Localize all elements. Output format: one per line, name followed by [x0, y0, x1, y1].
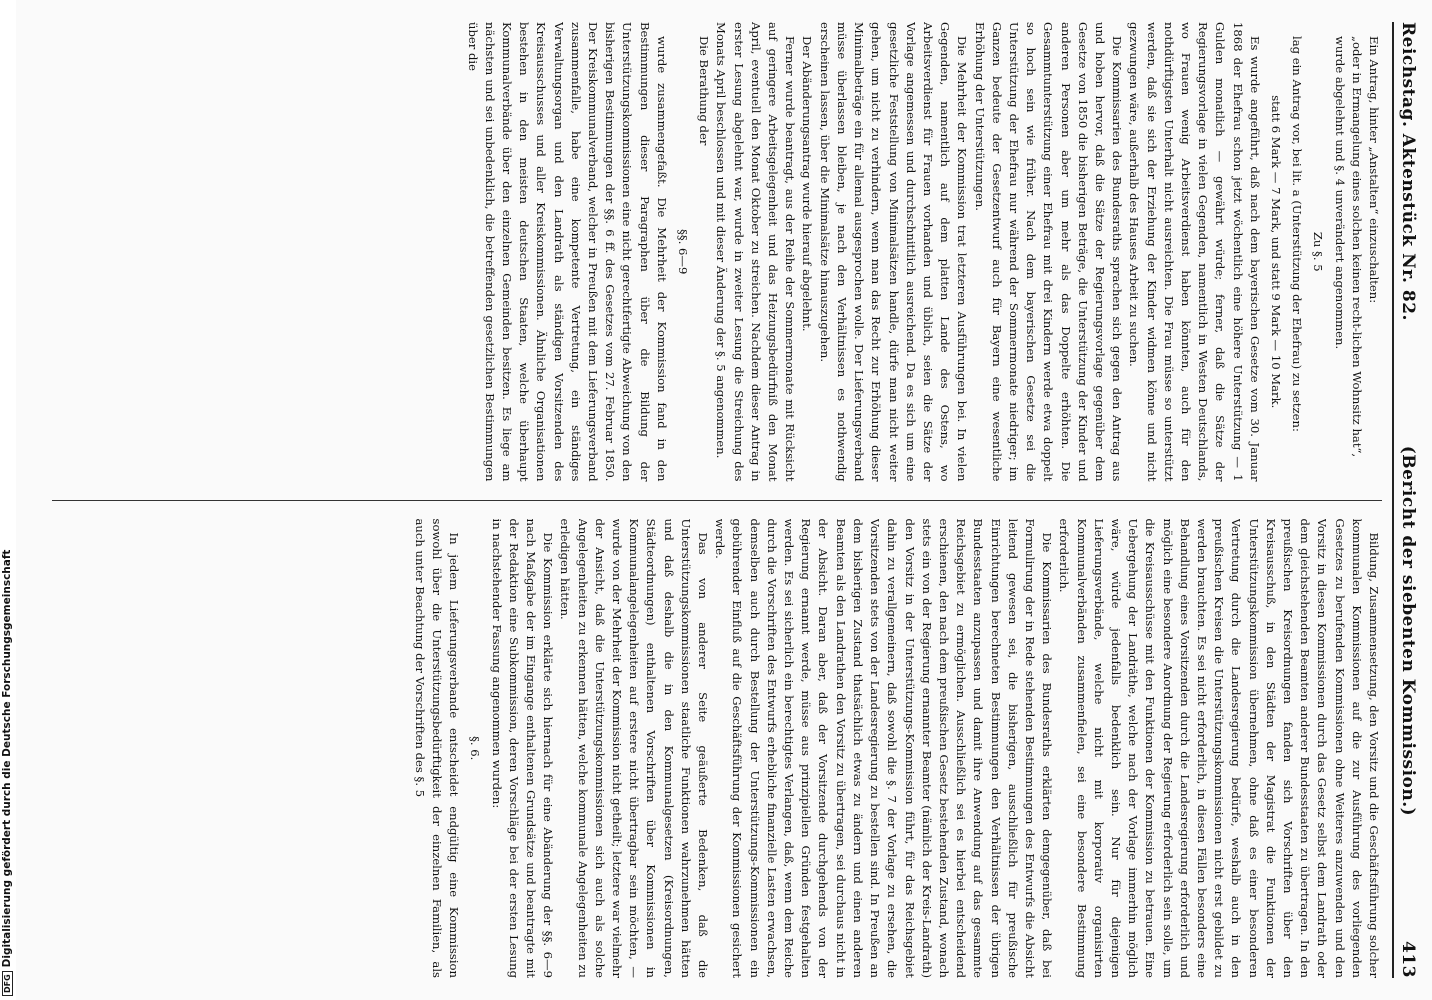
paragraph: wurde abgelehnt und §. 4 unverändert angenommen. — [1332, 36, 1347, 350]
paragraph: Ein Antrag, hinter „Anstalten“ einzuschalten: — [1367, 36, 1381, 304]
paragraph: Ferner wurde beantragt, aus der Reihe der Sommermonate mit Rücksicht auf geringere Arbeitsgelegenheit und das Heizungsbedürfniß den Monat April, eventuell den Monat Oktober zu streichen. Nachdem dieser Antrag in erster Lesung abgelehnt war, wurde in zweiter Lesung die Streichung des Monats April beschlossen und mit dieser Änderung der §. 5 angenommen. — [714, 22, 798, 482]
paragraph-centered: statt 6 Mark — 7 Mark, und statt 9 Mark — 10 Mark. — [1268, 95, 1283, 409]
paragraph: wurde zusammengefaßt. Die Mehrheit der Kommission fand in den Bestimmungen dieser Paragraphen über die Bildung der Unterstützungskommissionen eine nicht gerechtfertigte Abweichung von den bisherigen Bestimmungen der §§. 6 ff. des Gesetzes vom 27. Februar 1850. Der Kreiskommunalverband, welcher in Preußen mit dem Lieferungsverband zusammenfalle, habe eine kompetente Vertretung, ein ständiges Verwaltungsorgan und den Landrath als ständigen Vorsitzenden des Kreisausschusses und aller Kreiskommissionen. Ähnliche Organisationen bestehen in den meisten deutschen Staaten, welche überhaupt Kommunalverbände über den einzelnen Gemeinden besitzen. Es liege am nächsten und sei unbedenklich, die betreffenden gesetzlichen Bestimmungen über die — [465, 22, 669, 482]
section-heading: §. 6. — [468, 736, 483, 761]
column-divider — [52, 500, 1382, 501]
paragraph: Die Berathung der — [697, 36, 712, 146]
paragraph: „oder in Ermangelung eines solchen keinen recht-lichen Wohnsitz hat“, — [1349, 36, 1364, 458]
header-left: Reichstag. Aktenstück Nr. 82. — [1398, 22, 1418, 321]
paragraph: Die Kommission erklärte sich hiernach für eine Abänderung der §§. 6—9 nach Maßgabe der im Eingange enthaltenen Grundsätze und beantragte mit der Redaktion eine Subkommission, deren Vorschläge bei der ersten Lesung in nachstehender Fassung angenommen wurden: — [489, 518, 556, 978]
paragraph: Die Mehrheit der Kommission trat letzteren Ausführungen bei. In vielen Gegenden, namentlich auf dem platten Lande des Ostens, wo Arbeitsverdienst für Frauen vorhanden und üblich, seien die Sätze der Vorlage angemessen und durchschnittlich ausreichend. Da es sich um eine gesetzliche Feststellung von Minimalsätzen handle, dürfe man nicht weiter gehen, um nicht zu verhindern, wenn man das Recht zur Erhöhung dieser Minimalbeträge ein für allemal ausgesprochen wolle. Der Lieferungsverband müsse überlassen bleiben, je nach den Verhältnissen es nothwendig erscheinen lassen, über die Minimalsätze hinauszugehen. — [817, 22, 970, 482]
paragraph: Bildung, Zusammensetzung, den Vorsitz und die Geschäftsführung solcher kommunalen Kommissionen auf die zur Ausführung des vorliegenden Gesetzes zu berufenden Kommissionen ohne Weiteres anzuwenden und den Vorsitz in diesen Kommissionen durch das Gesetz selbst dem Landrath oder dem gleichstehenden Beamten anderer Bundesstaaten zu übertragen. In den preußischen Kreisordnungen fanden sich Vorschriften über den Kreisausschuß, in den Städten der Magistrat die Funktionen der Unterstützungskommission übernehmen, ohne daß es einer besonderen Vertretung durch die Landesregierung bedürfe, weshalb auch in den preußischen Kreisen die Unterstützungskommissionen nicht erst gebildet zu werden brauchten. Es sei nicht erforderlich, in diesen Fällen besonders eine Behandlung eines Vorsitzenden durch die Landesregierung erforderlich und möglich eine besondere Anordnung der Regierung erforderlich sein solle, um die Kreisausschüsse mit den Funktionen der Kommission zu betrauen. Eine Uebergehung der Landräthe, welche nach der Vorlage immerhin möglich wäre, würde jedenfalls bedenklich sein. Nur für diejenigen Lieferungsverbände, welche nicht mit korporativ organisirten Kommunalverbänden zusammenfielen, sei eine besondere Bestimmung erforderlich. — [1057, 518, 1381, 978]
paragraph: Das von anderer Seite geäußerte Bedenken, daß die Unterstützungskommissionen staatliche Funktionen wahrzunehmen hätten und daß deshalb die in den Kommunalgesetzen (Kreisordnungen, Städteordnungen) enthaltenen Vorschriften über Kommissionen in Kommunalangelegenheiten auf erstere nicht übertragbar sein möchten, — wurde von der Mehrheit der Kommission nicht getheilt; letztere war vielmehr der Ansicht, daß die Unterstützungskommissionen sich auch als solche Angelegenheiten zu erkennen hätten, welche kommunale Angelegenheiten zu erledigen hätten. — [558, 518, 711, 978]
paragraph: Es wurde angeführt, daß nach dem bayerischen Gesetze vom 30. Januar 1868 der Ehefrau schon jetzt wöchentlich eine höhere Unterstützung — 1 Gulden monatlich — gewährt würde; ferner, daß die Sätze der Regierungsvorlage in vielen Gegenden, namentlich in Westen Deutschlands, wo Frauen wenig Arbeitsverdienst haben könnten, auch für den nothdürftigsten Unterhalt nicht ausreichten. Die Frau müsse so unterstützt werden, daß sie sich der Erziehung der Kinder widmen könne und nicht gezwungen wäre, außerhalb des Hauses Arbeit zu suchen. — [1127, 22, 1262, 482]
rotated-page — [16, 0, 1432, 1000]
funding-strip — [0, 0, 16, 1000]
page-number: 413 — [1398, 941, 1418, 978]
header-middle: (Bericht der siebenten Kommission.) — [1398, 445, 1418, 817]
paragraph: In jedem Lieferungsverbande entscheidet endgültig eine Kommission sowohl über die Unterstützungsbedürftigkeit der einzelnen Familien, als auch unter Beachtung der Vorschriften des §. 5 — [412, 518, 462, 978]
funding-text: Digitalisierung gefördert durch die Deutsche Forschungsgemeinschaft — [1, 549, 13, 968]
paragraph: Die Kommissarien des Bundesraths sprachen sich gegen den Antrag aus und hoben hervor, daß die Sätze der Regierungsvorlage gegenüber dem Gesetze von 1850 die bisherigen Beträge, die Unterstützung der Kinder und anderen Personen aber um mehr als das Doppelte erhöhten. Die Gesammtunterstützung einer Ehefrau mit drei Kindern werde etwa doppelt so hoch sein wie früher. Nach dem bayerischen Gesetze sei die Unterstützung der Ehefrau nur während der Sommermonate niedriger; im Ganzen bedeute der Gesetzentwurf auch für Bayern eine wesentliche Erhöhung der Unterstützungen. — [972, 22, 1125, 482]
paragraph: lag ein Antrag vor, bei lit. a (Unterstützung der Ehefrau) zu setzen: — [1290, 36, 1305, 432]
left-column — [52, 22, 1382, 482]
right-column — [52, 519, 1382, 979]
text-columns — [52, 22, 1382, 978]
section-heading: §§. 6—9 — [676, 229, 691, 275]
page-header — [1392, 22, 1418, 978]
paragraph: Die Kommissarien des Bundesraths erklärten demgegenüber, daß bei Formulirung der in Rede stehenden Bestimmungen des Entwurfs die Absicht leitend gewesen sei, die bisherigen, ausschließlich für preußische Einrichtungen berechneten Bestimmungen den Verhältnissen der übrigen Bundesstaaten anzupassen und damit ihre Anwendung auf das gesammte Reichsgebiet zu ermöglichen. Ausschließlich sei es hierbei entscheidend erschienen, den nach dem preußischen Gesetz bestehenden Zustand, wonach stets ein von der Regierung ernannter Beamter (nämlich der Kreis-Landrath) den Vorsitz in der Unterstützungs-Kommission führt, für das Reichsgebiet dahin zu verallgemeinern, daß sowohl die §. 7 der Vorlage zu ersehen, die Vorsitzenden stets von der Landesregierung zu bestellen sind. In Preußen an dem bisherigen Zustand thatsächlich etwas zu ändern und einen anderen Beamten als den Landrathen den Vorsitz zu übertragen, sei durchaus nicht in der Absicht. Daran aber, daß der Vorsitzende durchgehends von der Regierung ernannt werde, müsse aus prinzipiellen Gründen festgehalten werden. Es sei sicherlich ein berechtigtes Verlangen, daß, wenn dem Reiche durch die Vorschriften des Entwurfs erhebliche finanzielle Lasten erwachsen, demselben auch durch Bestellung der Unterstützungs-Kommissionen ein gebührender Einfluß auf die Geschäftsführung der Kommissionen gesichert werde. — [713, 518, 1055, 978]
funding-note — [1, 549, 15, 996]
section-heading: Zu §. 5 — [1311, 231, 1326, 272]
paragraph: Der Abänderungsantrag wurde hierauf abgelehnt. — [800, 36, 815, 332]
dfg-logo: DFG — [2, 971, 13, 996]
